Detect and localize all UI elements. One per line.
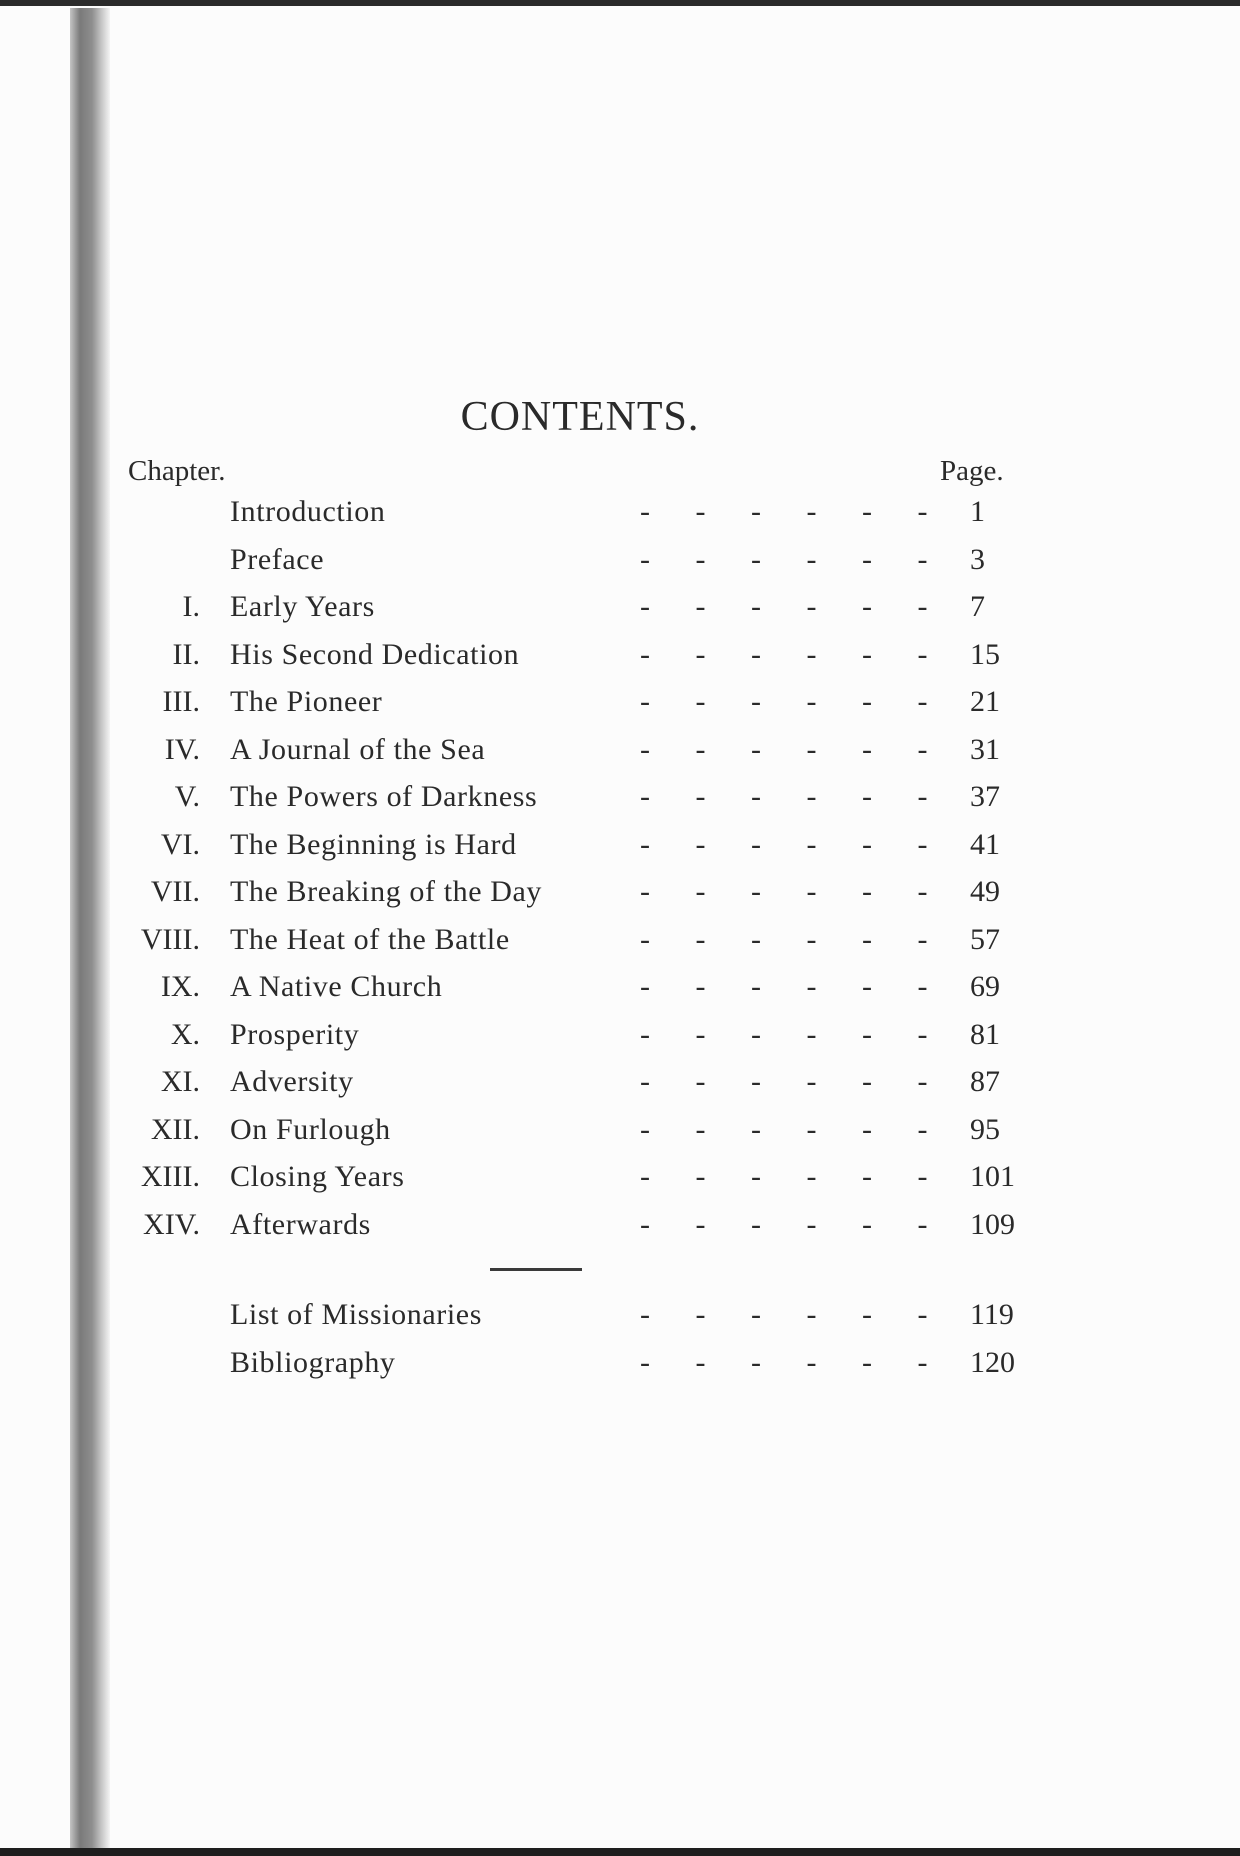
page-number: 57 (970, 922, 1000, 956)
chapter-title: Prosperity (230, 1017, 360, 1051)
dot-leader: - - - - - - (640, 590, 928, 623)
chapter-number: II. (172, 637, 200, 671)
chapter-number: I. (182, 590, 200, 623)
page-number: 7 (970, 590, 985, 623)
chapter-title: The Heat of the Battle (230, 922, 510, 956)
toc-row-preface (0, 536, 1240, 584)
toc-row-chapter-8 (0, 916, 1240, 964)
chapter-title: Early Years (230, 590, 375, 623)
page-number: 1 (970, 495, 985, 528)
toc-row-chapter-14 (0, 1201, 1240, 1249)
chapter-title: Closing Years (230, 1160, 405, 1193)
dot-leader: - - - - - - (640, 922, 928, 956)
page-number: 3 (970, 542, 985, 576)
chapter-title: His Second Dedication (230, 637, 520, 671)
toc-row-chapter-7 (0, 868, 1240, 916)
toc-row-chapter-6 (0, 821, 1240, 869)
toc-row-chapter-3 (0, 678, 1240, 726)
page-number: 69 (970, 970, 1000, 1003)
page-number: 109 (970, 1207, 1015, 1241)
page-number: 101 (970, 1160, 1015, 1193)
page-number: 49 (970, 875, 1000, 908)
dot-leader: - - - - - - (640, 827, 928, 861)
chapter-number: IV. (164, 732, 200, 766)
chapter-number: X. (170, 1017, 200, 1051)
page-number: 81 (970, 1017, 1000, 1051)
page-number: 120 (970, 1345, 1015, 1379)
toc-row-chapter-4 (0, 726, 1240, 774)
chapter-title: A Journal of the Sea (230, 732, 486, 766)
chapter-title: The Powers of Darkness (230, 780, 538, 813)
toc-row-introduction (0, 488, 1240, 536)
chapter-list (0, 488, 1240, 1248)
chapter-number: V. (174, 780, 200, 813)
chapter-column-header: Chapter. (128, 455, 226, 487)
appendix-list (0, 1291, 1240, 1386)
chapter-number: XIII. (140, 1160, 200, 1193)
chapter-title: Preface (230, 542, 325, 576)
chapter-number: VIII. (140, 922, 200, 956)
dot-leader: - - - - - - (640, 970, 928, 1003)
toc-row-chapter-1 (0, 583, 1240, 631)
toc-row-bibliography (0, 1339, 1240, 1387)
page-number: 15 (970, 637, 1000, 671)
dot-leader: - - - - - - (640, 780, 928, 813)
chapter-title: The Breaking of the Day (230, 875, 543, 908)
dot-leader: - - - - - - (640, 1207, 928, 1241)
appendix-title: List of Missionaries (230, 1298, 482, 1331)
dot-leader: - - - - - - (640, 685, 928, 718)
toc-row-list-of-missionaries (0, 1291, 1240, 1339)
dot-leader: - - - - - - (640, 1112, 928, 1146)
page-column-header: Page. (940, 455, 1004, 487)
chapter-title: The Pioneer (230, 685, 383, 718)
chapter-title: The Beginning is Hard (230, 827, 517, 861)
dot-leader: - - - - - - (640, 1065, 928, 1098)
dot-leader: - - - - - - (640, 542, 928, 576)
chapter-number: III. (162, 685, 200, 718)
contents-title: CONTENTS. (460, 394, 700, 440)
bottom-edge-rule (0, 1848, 1240, 1856)
chapter-title: A Native Church (230, 970, 443, 1003)
section-divider (490, 1268, 582, 1271)
dot-leader: - - - - - - (640, 495, 928, 528)
chapter-number: XII. (150, 1112, 200, 1146)
page-number: 87 (970, 1065, 1000, 1098)
dot-leader: - - - - - - (640, 875, 928, 908)
top-edge-rule (0, 0, 1240, 6)
chapter-title: Afterwards (230, 1207, 371, 1241)
toc-row-chapter-2 (0, 631, 1240, 679)
toc-row-chapter-12 (0, 1106, 1240, 1154)
dot-leader: - - - - - - (640, 1017, 928, 1051)
page-number: 37 (970, 780, 1000, 813)
dot-leader: - - - - - - (640, 1160, 928, 1193)
toc-row-chapter-5 (0, 773, 1240, 821)
page-number: 95 (970, 1112, 1000, 1146)
toc-row-chapter-11 (0, 1058, 1240, 1106)
toc-row-chapter-10 (0, 1011, 1240, 1059)
chapter-number: XI. (160, 1065, 200, 1098)
chapter-title: On Furlough (230, 1112, 391, 1146)
chapter-title: Adversity (230, 1065, 354, 1098)
page-number: 119 (970, 1298, 1014, 1331)
appendix-title: Bibliography (230, 1345, 396, 1379)
page-number: 41 (970, 827, 1000, 861)
chapter-number: IX. (160, 970, 200, 1003)
toc-row-chapter-9 (0, 963, 1240, 1011)
chapter-number: VI. (160, 827, 200, 861)
dot-leader: - - - - - - (640, 732, 928, 766)
chapter-number: XIV. (143, 1207, 200, 1241)
page-number: 31 (970, 732, 1000, 766)
dot-leader: - - - - - - (640, 637, 928, 671)
page-number: 21 (970, 685, 1000, 718)
chapter-number: VII. (150, 875, 200, 908)
dot-leader: - - - - - - (640, 1298, 928, 1331)
toc-row-chapter-13 (0, 1153, 1240, 1201)
chapter-title: Introduction (230, 495, 386, 528)
dot-leader: - - - - - - (640, 1345, 928, 1379)
